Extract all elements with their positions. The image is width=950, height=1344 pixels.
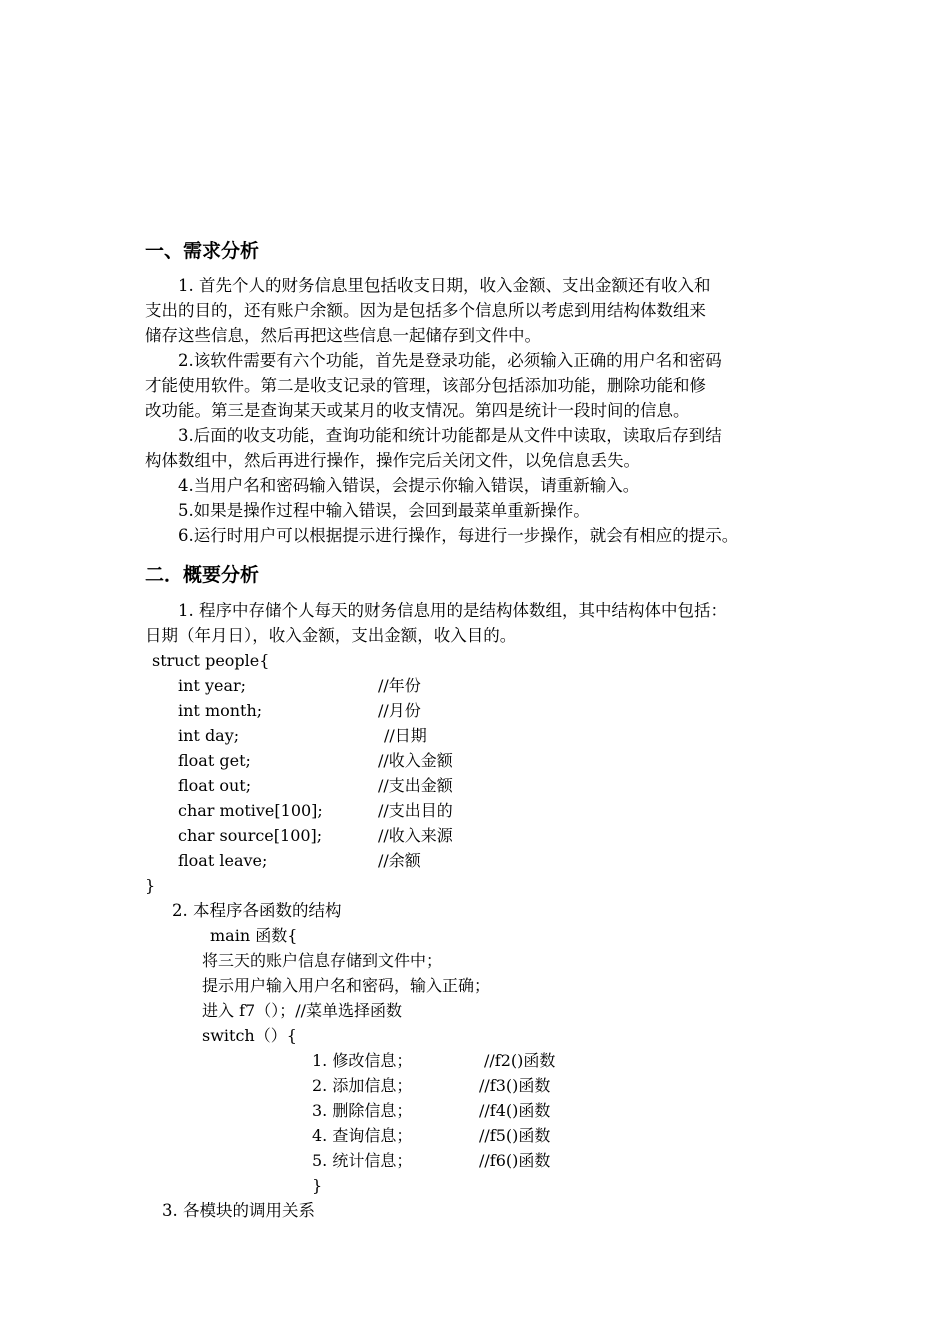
code-field-decl: int year; <box>178 676 247 695</box>
code-field-comment: //日期 <box>384 726 427 745</box>
code-case-label: 2. 添加信息； <box>312 1076 413 1095</box>
code-case-comment: //f2()函数 <box>484 1051 556 1070</box>
paragraph-line: 3. 各模块的调用关系 <box>162 1201 315 1220</box>
paragraph-line: 2. 本程序各函数的结构 <box>172 901 342 920</box>
code-field-comment: //年份 <box>378 676 421 695</box>
code-main-line: 进入 f7（）；//菜单选择函数 <box>202 1001 402 1020</box>
code-case-comment: //f3()函数 <box>479 1076 551 1095</box>
code-struct-close: } <box>145 876 156 895</box>
paragraph-line: 6.运行时用户可以根据提示进行操作，每进行一步操作，就会有相应的提示。 <box>178 526 739 545</box>
paragraph-line: 构体数组中，然后再进行操作，操作完后关闭文件，以免信息丢失。 <box>145 451 640 470</box>
code-field-decl: float leave; <box>178 851 268 870</box>
code-case-comment: //f5()函数 <box>479 1126 551 1145</box>
paragraph-line: 4.当用户名和密码输入错误，会提示你输入错误，请重新输入。 <box>178 476 640 495</box>
code-field-comment: //收入金额 <box>378 751 453 770</box>
code-case-label: 4. 查询信息； <box>312 1126 413 1145</box>
paragraph-line: 2.该软件需要有六个功能，首先是登录功能，必须输入正确的用户名和密码 <box>178 351 722 370</box>
code-field-decl: float out; <box>178 776 252 795</box>
code-field-decl: int day; <box>178 726 240 745</box>
code-struct-open: struct people{ <box>152 651 270 670</box>
code-field-comment: //收入来源 <box>378 826 453 845</box>
code-main-line: 将三天的账户信息存储到文件中； <box>202 951 443 970</box>
paragraph-line: 3.后面的收支功能，查询功能和统计功能都是从文件中读取，读取后存到结 <box>178 426 722 445</box>
code-case-label: 5. 统计信息； <box>312 1151 413 1170</box>
code-main-open: main 函数{ <box>210 926 298 945</box>
paragraph-line: 才能使用软件。第二是收支记录的管理，该部分包括添加功能，删除功能和修 <box>145 376 706 395</box>
code-switch-open: switch（）{ <box>202 1026 297 1045</box>
paragraph-line: 储存这些信息，然后再把这些信息一起储存到文件中。 <box>145 326 541 345</box>
code-field-decl: char source[100]; <box>178 826 323 845</box>
section-1-title: 一、需求分析 <box>145 240 260 262</box>
paragraph-line: 改功能。第三是查询某天或某月的收支情况。第四是统计一段时间的信息。 <box>145 401 690 420</box>
code-field-comment: //支出金额 <box>378 776 453 795</box>
paragraph-line: 1. 首先个人的财务信息里包括收支日期，收入金额、支出金额还有收入和 <box>178 276 711 295</box>
code-case-label: 1. 修改信息； <box>312 1051 413 1070</box>
paragraph-line: 5.如果是操作过程中输入错误，会回到最菜单重新操作。 <box>178 501 590 520</box>
section-2-title: 二．概要分析 <box>145 564 260 586</box>
paragraph-line: 日期（年月日），收入金额，支出金额，收入目的。 <box>145 626 517 645</box>
code-case-comment: //f6()函数 <box>479 1151 551 1170</box>
code-case-label: 3. 删除信息； <box>312 1101 413 1120</box>
code-case-comment: //f4()函数 <box>479 1101 551 1120</box>
code-main-line: 提示用户输入用户名和密码，输入正确； <box>202 976 491 995</box>
code-field-decl: char motive[100]; <box>178 801 323 820</box>
code-field-comment: //月份 <box>378 701 421 720</box>
code-field-comment: //支出目的 <box>378 801 453 820</box>
code-field-decl: float get; <box>178 751 251 770</box>
paragraph-line: 1. 程序中存储个人每天的财务信息用的是结构体数组，其中结构体中包括： <box>178 601 727 620</box>
code-switch-close: } <box>312 1176 323 1195</box>
code-field-decl: int month; <box>178 701 263 720</box>
code-field-comment: //余额 <box>378 851 421 870</box>
paragraph-line: 支出的目的，还有账户余额。因为是包括多个信息所以考虑到用结构体数组来 <box>145 301 706 320</box>
